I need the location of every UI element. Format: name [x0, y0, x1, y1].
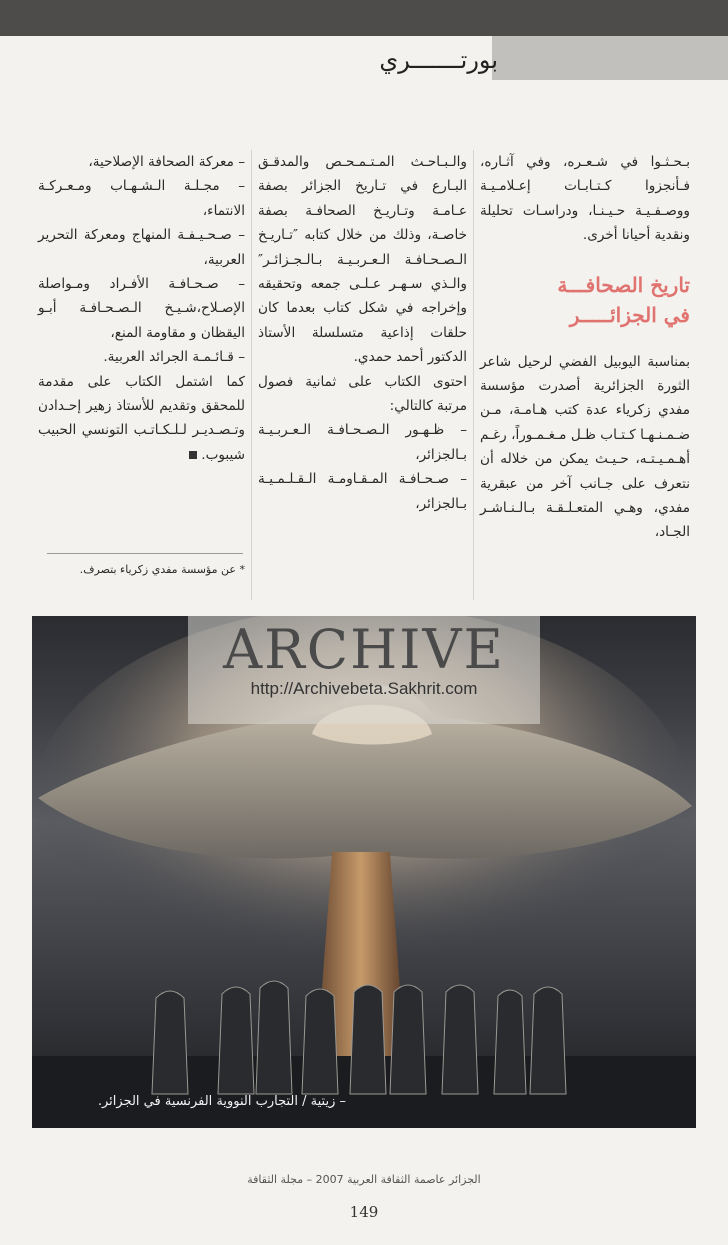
- section-label-box: [492, 36, 728, 80]
- photo-caption: – زيتية / التجارب النووية الفرنسية في الجزائر.: [97, 1094, 346, 1109]
- list-item: – قـائـمـة الجرائد العربية.: [103, 349, 245, 366]
- list-item: – صـحـافـة المـقـاومـة الـقـلـمـيـة بـالجزائر،: [258, 471, 467, 512]
- footnote-divider: [47, 553, 243, 554]
- footer-text: الجزائر عاصمة الثقافة العربية 2007 – مجلة الثقافة: [247, 1173, 481, 1186]
- column-right-intro: بـحـثـوا في شـعـره، وفي آثـاره، فـأنجزوا كـتـابـات إعـلامـيـة ووصـفـيـة حـيـنـا، ودراسـات تحليلة ونقدية أحيانا أخرى.: [480, 154, 690, 244]
- subhead-line-1: تاريخ الصحافـــة: [557, 272, 690, 297]
- watermark-title: ARCHIVE: [223, 618, 505, 681]
- column-left-closing: [38, 370, 245, 468]
- list-item: – مجـلـة الـشـهـاب ومـعـركـة الانتماء،: [38, 178, 245, 219]
- column-middle-body: والـبـاحـث المـتـمـحـص والمدقـق البـارع في تـاريخ الجزائر بصفة عـامـة وتـاريـخ الصحافـة بصفة خاصـة، وذلك من خلال كتابه ″تـاريـخ الـصـحـافـة الـعـربـيـة بـالـجـزائـر″ والـذي سـهـر عـلـى جمعه وتحقيقه وإخراجه في شكل كتاب بعدما كان حلقات إذاعية متسلسلة الأستاذ الدكتور أحمد حمدي.: [258, 154, 467, 366]
- column-left: [32, 150, 252, 600]
- end-mark-icon: [189, 451, 197, 459]
- top-bar: [0, 0, 728, 36]
- column-right-body: بمناسبة اليوبيل الفضي لرحيل شاعر الثورة الجزائرية أصدرت مؤسسة مفدي زكرياء عدة كتب هـامـة، مـن ضـمـنـهـا كـتـاب ظـل مـغـمـوراً، رغـم أهـمـيـتـه، حـيـث يمكن من خلاله أن نتعرف على جـانب آخر من عبقرية مفدي، وهـي المتعـلـقـة بـالـنـاشـر الجـاد،: [480, 353, 690, 541]
- footnote: * عن مؤسسة مفدي زكرياء بتصرف.: [79, 563, 245, 576]
- watermark-url: http://Archivebeta.Sakhrit.com: [250, 679, 478, 698]
- list-item: – صـحـيـفـة المنهاج ومعركة التحرير العربية،: [38, 227, 245, 268]
- closing-text: كما اشتمل الكتاب على مقدمة للمحقق وتقديم للأستاذ زهير إحـدادن وتـصـديـر لـلـكـاتـب التونسي الحبيب شيبوب.: [38, 373, 245, 463]
- list-item: – صـحـافـة الأفـراد ومـواصلة الإصـلاح،شـيـخ الـصـحـافـة أبـو اليقظان و مقاومة المنع،: [38, 276, 245, 341]
- column-middle: [252, 150, 474, 600]
- column-right: [474, 150, 696, 600]
- section-label: بورتـــــــري: [379, 46, 498, 74]
- page-number: 149: [349, 1203, 379, 1221]
- subhead: [480, 270, 690, 330]
- list-item: – معركة الصحافة الإصلاحية،: [88, 154, 245, 170]
- subhead-line-2: في الجزائـــــر: [569, 302, 690, 327]
- column-middle-line-2: احتوى الكتاب على ثمانية فصول مرتبة كالتالي:: [258, 373, 467, 415]
- list-item: – ظـهـور الـصـحـافـة الـعـربـيـة بـالجزائر،: [258, 422, 467, 463]
- article-columns: [32, 150, 696, 600]
